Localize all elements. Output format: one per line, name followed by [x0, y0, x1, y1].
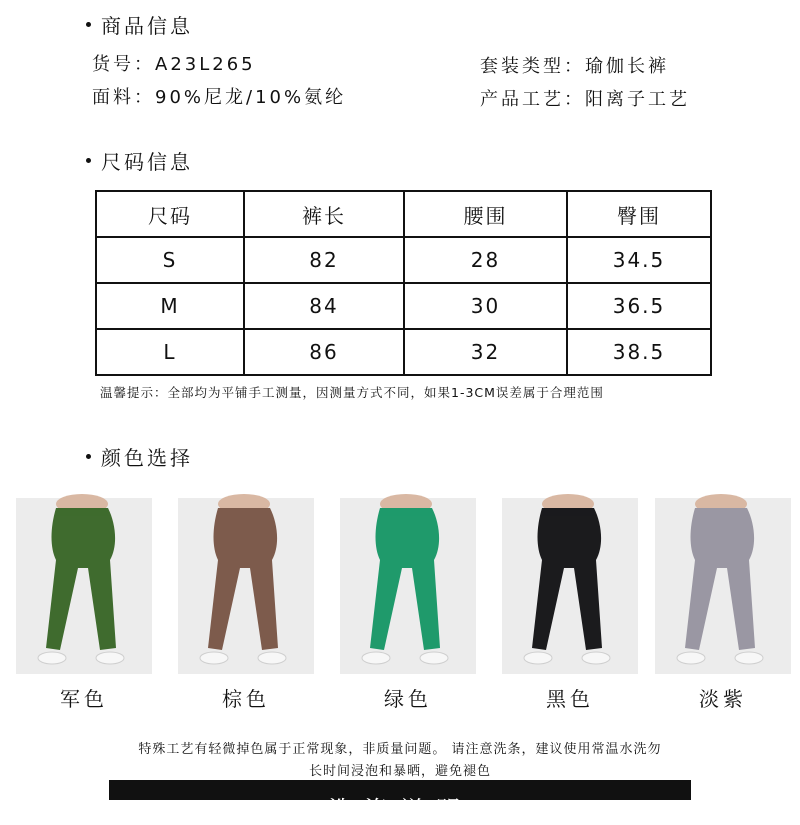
- cell-length: 82: [244, 237, 404, 283]
- header-size: 尺码: [96, 191, 244, 237]
- product-info-title: 商品信息: [86, 10, 193, 39]
- color-label: 绿色: [384, 687, 432, 711]
- banner-title: 洗涤说明: [328, 796, 472, 824]
- header-length: 裤长: [244, 191, 404, 237]
- color-swatch-image[interactable]: [178, 498, 314, 674]
- washing-instructions-banner: [109, 780, 691, 824]
- color-label: 军色: [60, 687, 108, 711]
- item-no-line: [92, 50, 256, 76]
- color-label: 淡紫: [699, 687, 747, 711]
- size-table-header: [96, 191, 711, 237]
- leggings-figure: [178, 498, 314, 674]
- cell-waist: 32: [404, 329, 567, 375]
- cell-waist: 30: [404, 283, 567, 329]
- color-label: 棕色: [222, 687, 270, 711]
- cell-size: L: [96, 329, 244, 375]
- care-note-line1: 特殊工艺有轻微掉色属于正常现象，非质量问题。 请注意洗条，建议使用常温水洗勿: [138, 742, 662, 757]
- leggings-figure: [502, 498, 638, 674]
- set-type-label: 套装类型：: [480, 56, 585, 77]
- header-hip: 臀围: [567, 191, 711, 237]
- leggings-figure: [340, 498, 476, 674]
- table-row: [96, 283, 711, 329]
- table-row: [96, 237, 711, 283]
- cell-size: S: [96, 237, 244, 283]
- size-info-title: 尺码信息: [86, 146, 193, 175]
- cell-hip: 34.5: [567, 237, 711, 283]
- fabric-value: 90%尼龙/10%氨纶: [155, 87, 347, 108]
- set-type-line: [480, 52, 669, 78]
- cell-length: 84: [244, 283, 404, 329]
- fabric-label: 面料：: [92, 87, 155, 108]
- fabric-line: [92, 83, 346, 109]
- color-swatch-image[interactable]: [340, 498, 476, 674]
- table-row: [96, 329, 711, 375]
- leggings-figure: [655, 498, 791, 674]
- process-label: 产品工艺：: [480, 89, 585, 110]
- bullet-icon: [86, 454, 91, 459]
- cell-hip: 38.5: [567, 329, 711, 375]
- bullet-icon: [86, 158, 91, 163]
- process-value: 阳离子工艺: [585, 89, 690, 110]
- color-selection-title: 颜色选择: [86, 442, 193, 471]
- cell-waist: 28: [404, 237, 567, 283]
- cell-size: M: [96, 283, 244, 329]
- process-line: [480, 85, 690, 111]
- size-table: [95, 190, 712, 376]
- color-swatch-image[interactable]: [502, 498, 638, 674]
- color-swatch-image[interactable]: [655, 498, 791, 674]
- item-no-value: A23L265: [155, 54, 256, 75]
- cell-length: 86: [244, 329, 404, 375]
- set-type-value: 瑜伽长裤: [585, 56, 669, 77]
- color-label: 黑色: [546, 687, 594, 711]
- cell-hip: 36.5: [567, 283, 711, 329]
- measurement-tip: 温馨提示：全部均为平铺手工测量，因测量方式不同，如果1-3CM误差属于合理范围: [100, 385, 604, 400]
- leggings-figure: [16, 498, 152, 674]
- header-waist: 腰围: [404, 191, 567, 237]
- care-note-line2: 长时间浸泡和暴晒，避免褪色: [308, 764, 491, 779]
- item-no-label: 货号：: [92, 54, 155, 75]
- bullet-icon: [86, 22, 91, 27]
- color-swatch-image[interactable]: [16, 498, 152, 674]
